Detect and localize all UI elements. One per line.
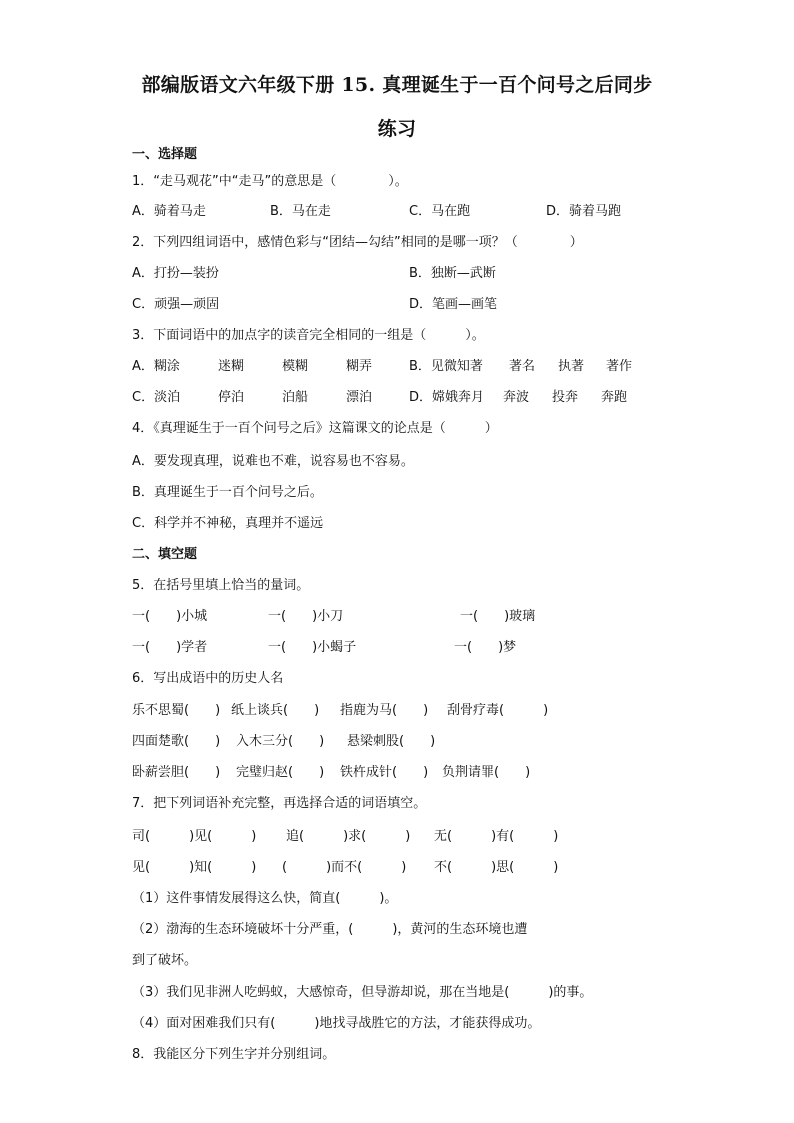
option-d: D．骑着马跑	[546, 204, 622, 219]
idiom-blank: 刮骨疗毒( )	[447, 703, 549, 718]
option-a: A．糊涂	[132, 359, 180, 374]
idiom-blank: 负荆请罪( )	[442, 765, 531, 780]
sentence-2: （2）渤海的生态环境破坏十分严重，( )，黄河的生态环境也遭	[132, 922, 528, 937]
word-blank: 不( )思( )	[434, 860, 559, 875]
word: 漂泊	[346, 390, 373, 405]
word-blank: 见( )知( )	[132, 860, 257, 875]
question-8-stem: 8．我能区分下列生字并分别组词。	[132, 1047, 336, 1062]
section-heading-choice: 一、选择题	[132, 147, 198, 162]
question-7-stem: 7．把下列词语补充完整，再选择合适的词语填空。	[132, 796, 427, 811]
sentence-2-continued: 到了破坏。	[132, 953, 198, 968]
blank-item: 一( )玻璃	[460, 609, 536, 624]
option-d: D．笔画—画笔	[409, 297, 498, 312]
blank-item: 一( )学者	[132, 640, 208, 655]
idiom-blank: 卧薪尝胆( )	[132, 765, 221, 780]
word-blank: ( )而不( )	[282, 860, 407, 875]
question-1-stem: 1．“走马观花”中“走马”的意思是（ ）。	[132, 174, 408, 189]
option-c: C．顽强—顽固	[132, 297, 220, 312]
word: 著作	[606, 359, 633, 374]
option-b: B．马在走	[270, 204, 331, 219]
option-a: A．要发现真理，说难也不难，说容易也不容易。	[132, 454, 414, 469]
option-b: B．见微知著	[409, 359, 483, 374]
word: 迷糊	[218, 359, 245, 374]
word: 模糊	[282, 359, 309, 374]
blank-item: 一( )小蝎子	[268, 640, 357, 655]
word: 奔跑	[601, 390, 628, 405]
option-a: A．打扮—装扮	[132, 266, 219, 281]
sentence-4: （4）面对困难我们只有( )地找寻战胜它的方法，才能获得成功。	[132, 1016, 541, 1031]
idiom-blank: 入木三分( )	[236, 734, 325, 749]
option-c: C．马在跑	[409, 204, 471, 219]
idiom-blank: 四面楚歌( )	[132, 734, 221, 749]
idiom-blank: 指鹿为马( )	[340, 703, 429, 718]
sentence-1: （1）这件事情发展得这么快，简直( )。	[132, 891, 398, 906]
option-c: C．淡泊	[132, 390, 181, 405]
idiom-blank: 乐不思蜀( )	[132, 703, 221, 718]
word: 投奔	[552, 390, 579, 405]
option-a: A．骑着马走	[132, 204, 206, 219]
idiom-blank: 完璧归赵( )	[236, 765, 325, 780]
document-title-line1: 部编版语文六年级下册 15. 真理诞生于一百个问号之后同步	[141, 74, 653, 96]
sentence-3: （3）我们见非洲人吃蚂蚁，大感惊奇，但导游却说，那在当地是( )的事。	[132, 985, 593, 1000]
blank-item: 一( )小城	[132, 609, 208, 624]
section-heading-fill: 二、填空题	[132, 547, 198, 562]
word: 著名	[509, 359, 536, 374]
word: 糊弄	[346, 359, 373, 374]
question-2-stem: 2．下列四组词语中，感情色彩与“团结—勾结”相同的是哪一项？（ ）	[132, 235, 583, 250]
word: 泊船	[282, 390, 309, 405]
question-3-stem: 3．下面词语中的加点字的读音完全相同的一组是（ ）。	[132, 328, 485, 343]
idiom-blank: 铁杵成针( )	[340, 765, 429, 780]
blank-item: 一( )梦	[454, 640, 517, 655]
idiom-blank: 纸上谈兵( )	[231, 703, 320, 718]
word: 执著	[558, 359, 585, 374]
word-blank: 司( )见( )	[132, 829, 257, 844]
option-b: B．独断—武断	[409, 266, 496, 281]
question-4-stem: 4．《真理诞生于一百个问号之后》这篇课文的论点是（ ）	[132, 421, 498, 436]
word: 停泊	[218, 390, 245, 405]
blank-item: 一( )小刀	[268, 609, 344, 624]
question-5-stem: 5．在括号里填上恰当的量词。	[132, 578, 310, 593]
idiom-blank: 悬梁刺股( )	[347, 734, 436, 749]
option-b: B．真理诞生于一百个问号之后。	[132, 485, 323, 500]
word-blank: 无( )有( )	[434, 829, 559, 844]
question-6-stem: 6．写出成语中的历史人名	[132, 671, 284, 686]
word-blank: 追( )求( )	[286, 829, 411, 844]
word: 奔波	[503, 390, 530, 405]
option-c: C．科学并不神秘，真理并不遥远	[132, 516, 324, 531]
option-d: D．嫦娥奔月	[409, 390, 485, 405]
document-title-line2: 练习	[377, 118, 417, 140]
